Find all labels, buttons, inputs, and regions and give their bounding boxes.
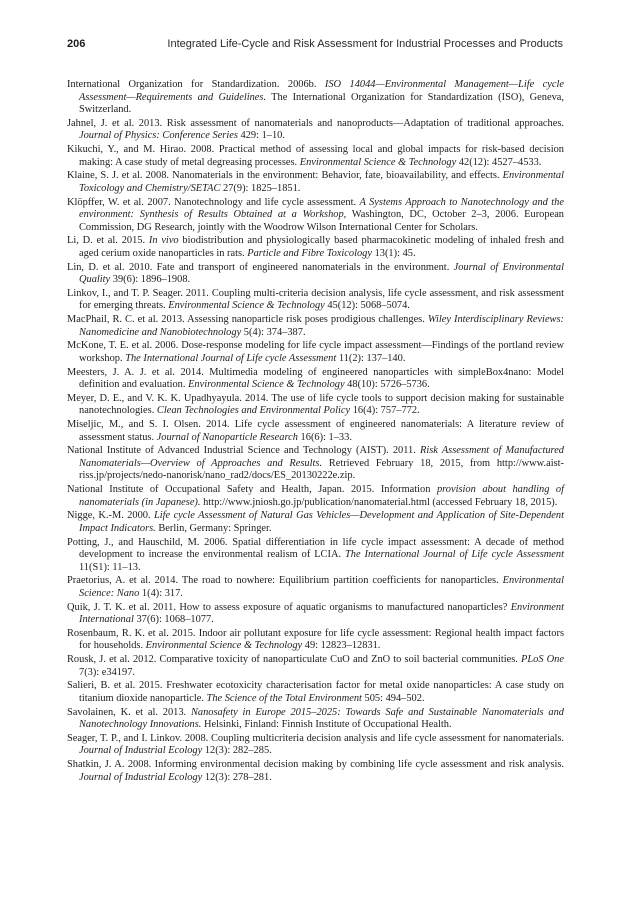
reference-entry (67, 510, 564, 535)
reference-text: Retrieved February 18, 2015, from http://www.aist-riss.jp/projects/nedo-nanorisk/nano_rad2/docs/ES_20130222e.zip. (79, 457, 565, 482)
reference-text: National Institute of Advanced Industrial Science and Technology (AIST). 2011. (67, 445, 420, 457)
reference-text: Linkov, I., and T. P. Seager. 2011. Coupling multi-criteria decision analysis, life cycle assessment, and risk assessment for emerging threats. (67, 287, 564, 312)
reference-italic-text: Environmental Science & Technology (188, 379, 345, 391)
reference-italic-text: ISO 14044—Environmental Management—Life cycle Assessment—Requirements and Guidelines. (79, 79, 564, 103)
reference-entry (67, 445, 564, 483)
reference-list (67, 79, 564, 785)
reference-text: Rosenbaum, R. K. et al. 2015. Indoor air pollutant exposure for life cycle assessment: Regional health impact factors for households. (67, 627, 564, 652)
reference-italic-text: Journal of Industrial Ecology (79, 745, 203, 757)
reference-text: Kikuchi, Y., and M. Hirao. 2008. Practical method of assessing local and global impacts for risk-based decision making: A case study of metal degreasing processes. (67, 144, 564, 168)
reference-entry (67, 602, 564, 627)
reference-italic-text: Journal of Nanoparticle Research (156, 431, 298, 443)
reference-text: Miseljic, M., and S. I. Olsen. 2014. Life cycle assessment of engineered nanomaterials: A literature review of assessment status. (67, 419, 564, 443)
reference-text: 7(3): e34197. (79, 666, 135, 678)
reference-text: National Institute of Occupational Safety and Health, Japan. 2015. Information (67, 484, 437, 496)
reference-text: Quik, J. T. K. et al. 2011. How to assess exposure of aquatic organisms to manufactured nanoparticles? (67, 601, 511, 613)
reference-entry (67, 537, 564, 575)
reference-text: 16(4): 757–772. (350, 405, 420, 417)
reference-text: 42(12): 4527–4533. (456, 156, 542, 168)
reference-entry (67, 367, 564, 392)
reference-entry (67, 197, 564, 235)
reference-entry (67, 340, 564, 365)
reference-italic-text: Risk Assessment of Manufactured Nanomaterials—Overview of Approaches and Results. (79, 445, 565, 469)
reference-entry (67, 235, 564, 260)
reference-entry (67, 79, 564, 117)
reference-text: biodistribution and physiologically based pharmacokinetic modeling of inhaled fresh and aged cerium oxide nanoparticles in rats. (79, 235, 564, 259)
reference-entry (67, 314, 564, 339)
reference-italic-text: Environmental Science & Technology (168, 300, 325, 312)
reference-text: Washington, DC, October 2–3, 2006. European Commission, DG Research, jointly with the Woodrow Wilson International Center for Scholars. (79, 209, 564, 233)
reference-text: Salieri, B. et al. 2015. Freshwater ecotoxicity characterisation factor for metal oxide nanoparticles: A case study on titanium dioxide nanoparticle. (67, 680, 564, 704)
page-header (67, 38, 563, 58)
running-title: Integrated Life-Cycle and Risk Assessment for Industrial Processes and Products (167, 38, 563, 50)
reference-entry (67, 759, 564, 784)
reference-text: Savolainen, K. et al. 2013. (67, 706, 191, 718)
reference-text: 37(6): 1068–1077. (133, 614, 214, 626)
reference-italic-text: Wiley Interdisciplinary Reviews: Nanomedicine and Nanobiotechnology (79, 314, 564, 338)
reference-entry (67, 144, 564, 169)
reference-entry (67, 484, 564, 509)
reference-entry (67, 419, 564, 444)
reference-text: 11(2): 137–140. (336, 352, 406, 364)
reference-text: 13(1): 45. (371, 247, 416, 259)
reference-text: Klaine, S. J. et al. 2008. Nanomaterials in the environment: Behavior, fate, bioavailability, and effects. (67, 170, 503, 182)
reference-text: Nigge, K.-M. 2000. (67, 510, 154, 522)
reference-text: 16(6): 1–33. (297, 431, 352, 443)
reference-text: 12(3): 278–281. (202, 771, 272, 783)
reference-entry (67, 575, 564, 600)
reference-text: 1(4): 317. (139, 587, 183, 599)
reference-entry (67, 393, 564, 418)
reference-italic-text: provision about handling of nanomaterials (in Japanese). (79, 484, 565, 508)
reference-text: Berlin, Germany: Springer. (155, 522, 272, 534)
reference-text: Klöpffer, W. et al. 2007. Nanotechnology and life cycle assessment. (67, 196, 360, 208)
reference-text: Lin, D. et al. 2010. Fate and transport of engineered nanomaterials in the environment. (67, 261, 454, 273)
reference-text: MacPhail, R. C. et al. 2013. Assessing nanoparticle risk poses prodigious challenges. (67, 314, 428, 326)
reference-entry (67, 170, 564, 195)
reference-entry (67, 707, 564, 732)
reference-text: Meyer, D. E., and V. K. K. Upadhyayula. 2014. The use of life cycle tools to support decision making for sustainable nanotechnologies. (67, 392, 564, 417)
reference-text: McKone, T. E. et al. 2006. Dose-response modeling for life cycle impact assessment—Findings of the portland review workshop. (67, 340, 564, 364)
reference-entry (67, 628, 564, 653)
reference-text: Meesters, J. A. J. et al. 2014. Multimedia modeling of engineered nanoparticles with simpleBox4nano: Model definition and evaluation. (67, 366, 564, 391)
reference-text: The International Organization for Standardization (ISO), Geneva, Switzerland. (79, 91, 565, 116)
reference-text: 429: 1–10. (237, 130, 285, 142)
reference-text: 27(9): 1825–1851. (220, 182, 301, 194)
reference-text: 49: 12823–12831. (302, 640, 381, 652)
reference-text: Praetorius, A. et al. 2014. The road to nowhere: Equilibrium partition coefficients for nanoparticles. (67, 575, 503, 587)
reference-text: 5(4): 374–387. (241, 326, 306, 338)
reference-italic-text: Life cycle Assessment of Natural Gas Vehicles—Development and Application of Site-Dependent Impact Indicators. (79, 510, 564, 534)
reference-text: Helsinki, Finland: Finnish Institute of Occupational Health. (201, 719, 452, 731)
reference-italic-text: Nanosafety in Europe 2015–2025: Towards Safe and Sustainable Nanomaterials and Nanotechnology Innovations. (79, 706, 564, 731)
reference-text: Seager, T. P., and I. Linkov. 2008. Coupling multicriteria decision analysis and life cycle assessment for nanomaterials. (67, 732, 564, 744)
reference-italic-text: Environment International (79, 601, 564, 626)
reference-entry (67, 680, 564, 705)
reference-entry (67, 654, 564, 679)
reference-italic-text: The Science of the Total Environment (206, 692, 362, 704)
reference-text: Shatkin, J. A. 2008. Informing environmental decision making by combining life cycle assessment and risk analysis. (67, 759, 564, 770)
reference-text: 11(S1): 11–13. (79, 561, 141, 573)
reference-italic-text: Environmental Science & Technology (299, 156, 457, 168)
reference-entry (67, 118, 564, 143)
reference-italic-text: The International Journal of Life cycle Assessment (125, 352, 337, 364)
reference-italic-text: Environmental Toxicology and Chemistry/SETAC (79, 170, 564, 194)
reference-entry (67, 733, 564, 758)
reference-text: Jahnel, J. et al. 2013. Risk assessment of nanomaterials and nanoproducts—Adaptation of traditional approaches. (67, 117, 564, 129)
reference-entry (67, 288, 564, 313)
reference-italic-text: Journal of Environmental Quality (79, 261, 564, 286)
reference-italic-text: Journal of Physics: Conference Series (79, 130, 238, 142)
reference-italic-text: Environmental Science & Technology (145, 640, 303, 652)
reference-text: Rousk, J. et al. 2012. Comparative toxicity of nanoparticulate CuO and ZnO to soil bacterial communities. (67, 654, 522, 666)
reference-text: International Organization for Standardization. 2006b. (67, 79, 325, 90)
reference-entry (67, 262, 564, 287)
reference-italic-text: In vivo (148, 235, 179, 247)
reference-italic-text: The International Journal of Life cycle Assessment (344, 549, 564, 561)
reference-italic-text: Environmental Science: Nano (79, 575, 564, 599)
reference-text: http://www.jniosh.go.jp/publication/nanomaterial.html (accessed February 18, 2015). (200, 496, 558, 508)
reference-italic-text: Particle and Fibre Toxicology (247, 247, 372, 259)
reference-text: 12(3): 282–285. (202, 745, 272, 757)
reference-text: 505: 494–502. (361, 692, 425, 704)
reference-italic-text: PLoS One (521, 654, 564, 666)
reference-italic-text: Clean Technologies and Environmental Policy (156, 405, 351, 417)
reference-text: 39(6): 1896–1908. (110, 274, 191, 286)
reference-text: Li, D. et al. 2015. (67, 235, 149, 247)
reference-text: Potting, J., and Hauschild, M. 2006. Spatial differentiation in life cycle impact assessment: A decade of method development to increase the environmental realism of LCIA. (67, 536, 564, 561)
reference-italic-text: Journal of Industrial Ecology (79, 771, 203, 783)
page-number: 206 (67, 38, 86, 50)
reference-text: 48(10): 5726–5736. (344, 379, 430, 391)
reference-text: 45(12): 5068–5074. (324, 300, 410, 312)
reference-italic-text: A Systems Approach to Nanotechnology and the environment: Synthesis of Results Obtained at a Workshop, (79, 196, 564, 221)
